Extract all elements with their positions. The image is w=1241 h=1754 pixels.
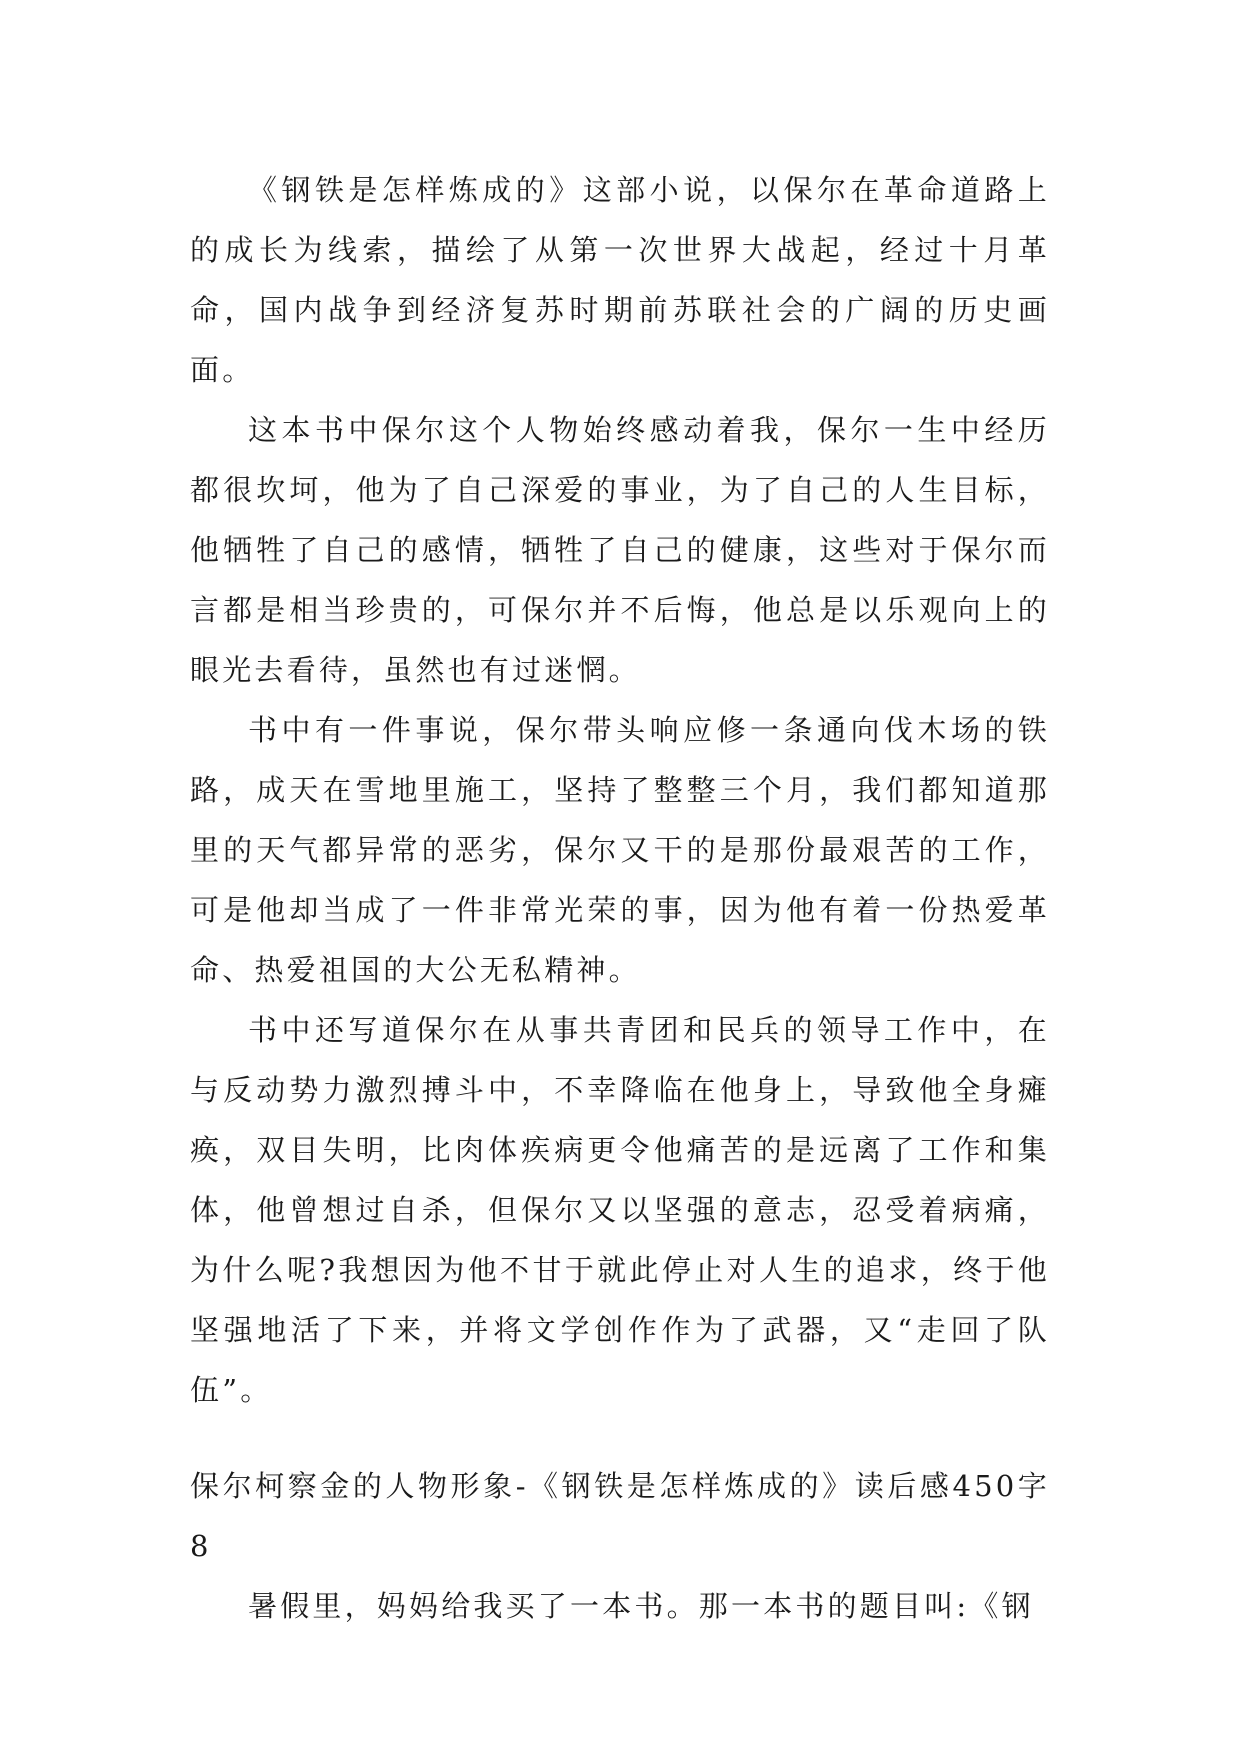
- paragraph-3: 书中有一件事说，保尔带头响应修一条通向伐木场的铁路，成天在雪地里施工，坚持了整整三个月，我们都知道那里的天气都异常的恶劣，保尔又干的是那份最艰苦的工作，可是他却当成了一件非常光荣的事，因为他有着一份热爱革命、热爱祖国的大公无私精神。: [190, 713, 1050, 987]
- paragraph-5: 暑假里，妈妈给我买了一本书。那一本书的题目叫:《钢: [248, 1589, 1034, 1623]
- paragraph-1: 《钢铁是怎样炼成的》这部小说，以保尔在革命道路上的成长为线索，描绘了从第一次世界大战起，经过十月革命，国内战争到经济复苏时期前苏联社会的广阔的历史画面。: [190, 173, 1050, 387]
- paragraph-4: 书中还写道保尔在从事共青团和民兵的领导工作中，在与反动势力激烈搏斗中，不幸降临在他身上，导致他全身瘫痪，双目失明，比肉体疾病更令他痛苦的是远离了工作和集体，他曾想过自杀，但保尔又以坚强的意志，忍受着病痛，为什么呢?我想因为他不甘于就此停止对人生的追求，终于他坚强地活了下来，并将文学创作作为了武器，又“走回了队伍”。: [190, 1013, 1050, 1407]
- document-body: [190, 160, 1050, 1636]
- section-title: 保尔柯察金的人物形象-《钢铁是怎样炼成的》读后感450字8: [190, 1469, 1050, 1563]
- paragraph-2: 这本书中保尔这个人物始终感动着我，保尔一生中经历都很坎坷，他为了自己深爱的事业，为了自己的人生目标，他牺牲了自己的感情，牺牲了自己的健康，这些对于保尔而言都是相当珍贵的，可保尔并不后悔，他总是以乐观向上的眼光去看待，虽然也有过迷惘。: [190, 413, 1050, 687]
